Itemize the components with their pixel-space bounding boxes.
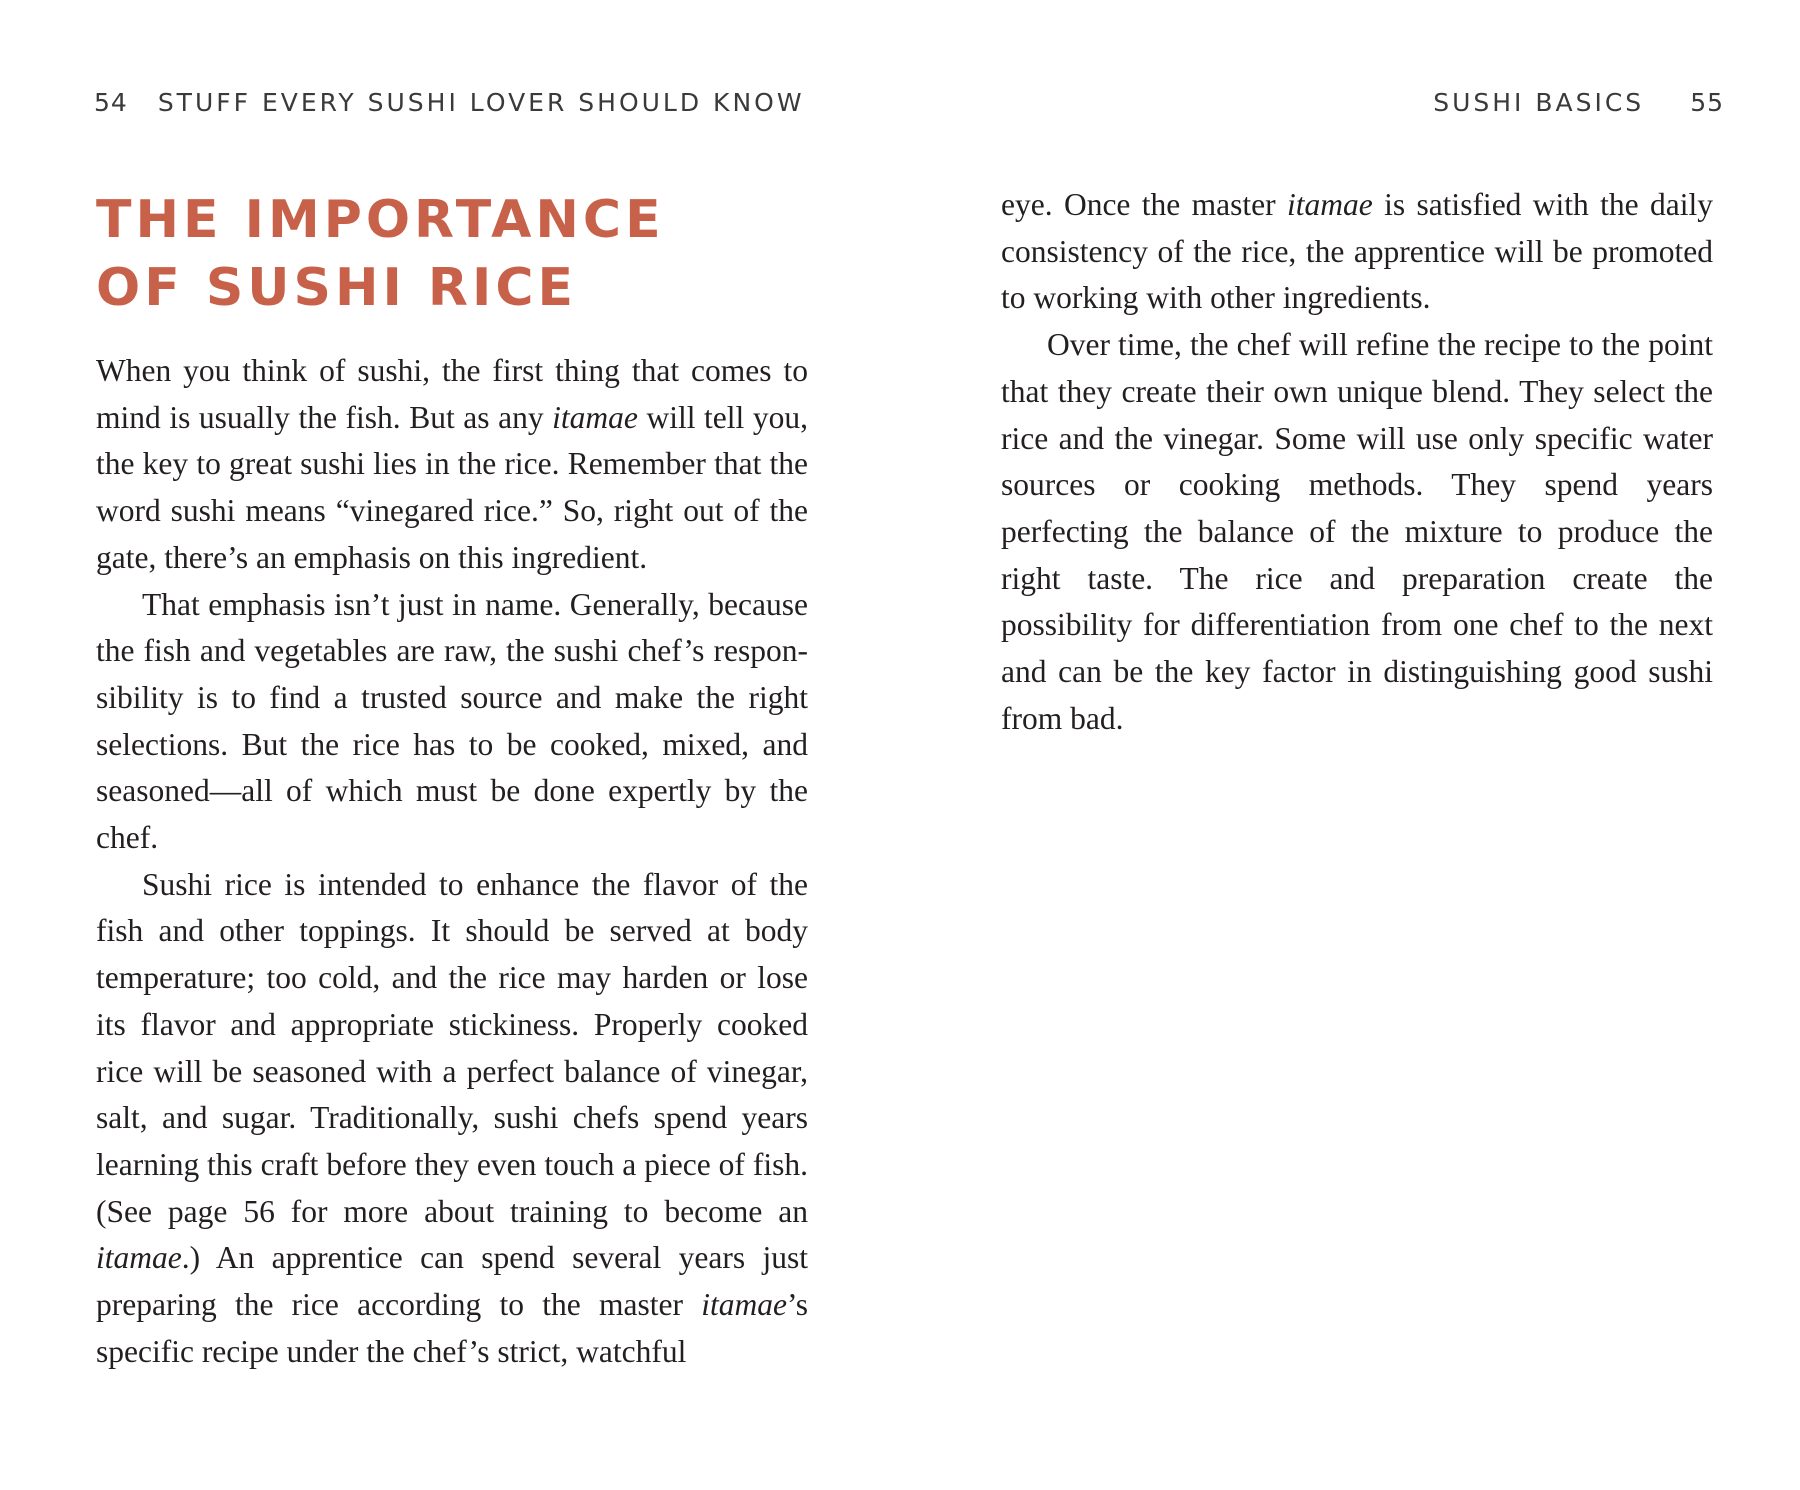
- italic-term: itamae: [1286, 187, 1373, 222]
- page-number-left: 54: [94, 88, 128, 117]
- running-head-right-text: SUSHI BASICS: [1433, 88, 1645, 117]
- running-head-right: [1433, 88, 1724, 117]
- italic-term: itamae: [552, 399, 638, 435]
- text-run: When you think of sushi, the first thing that comes to mind is usually the fish. But as any: [96, 353, 808, 435]
- paragraph: [1001, 182, 1713, 322]
- paragraph: [96, 582, 808, 862]
- text-run: .) An apprentice can spend several years just preparing the rice according to the master: [96, 1240, 808, 1323]
- right-page: [1001, 182, 1713, 742]
- text-run: That emphasis isn’t just in name. Generally, because the fish and vegetables are raw, the sushi chef’s responsibility is to find a trusted source and make the right selections. But the rice has to be cooked, mixed, and seasoned—all of which must be done expertly by the chef.: [96, 586, 808, 856]
- right-page-body: [1001, 182, 1713, 742]
- paragraph: [96, 348, 808, 582]
- italic-term: itamae: [701, 1287, 787, 1323]
- text-run: will tell you, the key to great sushi lies in the rice. Remember that the word sushi means “vinegared rice.” So, right out of the gate, there’s an emphasis on this ingredient.: [96, 399, 808, 575]
- running-head-left-text: STUFF EVERY SUSHI LOVER SHOULD KNOW: [157, 88, 805, 117]
- paragraph: [1001, 322, 1713, 742]
- paragraph: [96, 862, 808, 1376]
- left-page: [96, 180, 808, 1375]
- text-run: eye. Once the master: [1001, 187, 1287, 222]
- page-number-right: 55: [1690, 88, 1724, 117]
- chapter-title-line-2: OF SUSHI RICE: [96, 258, 577, 318]
- text-run: ’s specific recipe under the chef’s strict, watchful: [96, 1287, 808, 1369]
- running-head-left: [94, 88, 805, 117]
- chapter-title-line-1: THE IMPORTANCE: [96, 190, 665, 250]
- left-page-body: [96, 348, 808, 1375]
- text-run: is satisfied with the daily consistency of the rice, the apprentice will be promoted to working with other ingredients.: [1001, 187, 1713, 316]
- italic-term: itamae: [96, 1240, 182, 1276]
- text-run: Over time, the chef will refine the recipe to the point that they create their own unique blend. They select the rice and the vinegar. Some will use only specific water sources or cooking methods. They spend years perfecting the balance of the mixture to produce the right taste. The rice and preparation create the possibility for differentiation from one chef to the next and can be the key factor in distinguishing good sushi from bad.: [1001, 327, 1713, 736]
- text-run: Sushi rice is intended to enhance the flavor of the fish and other toppings. It should be served at body temperature; too cold, and the rice may harden or lose its flavor and appropriate stickiness. Properly cooked rice will be seasoned with a perfect balance of vinegar, salt, and sugar. Traditionally, sushi chefs spend years learning this craft before they even touch a piece of fish. (See page 56 for more about training to become an: [96, 866, 808, 1229]
- chapter-title: [96, 186, 808, 322]
